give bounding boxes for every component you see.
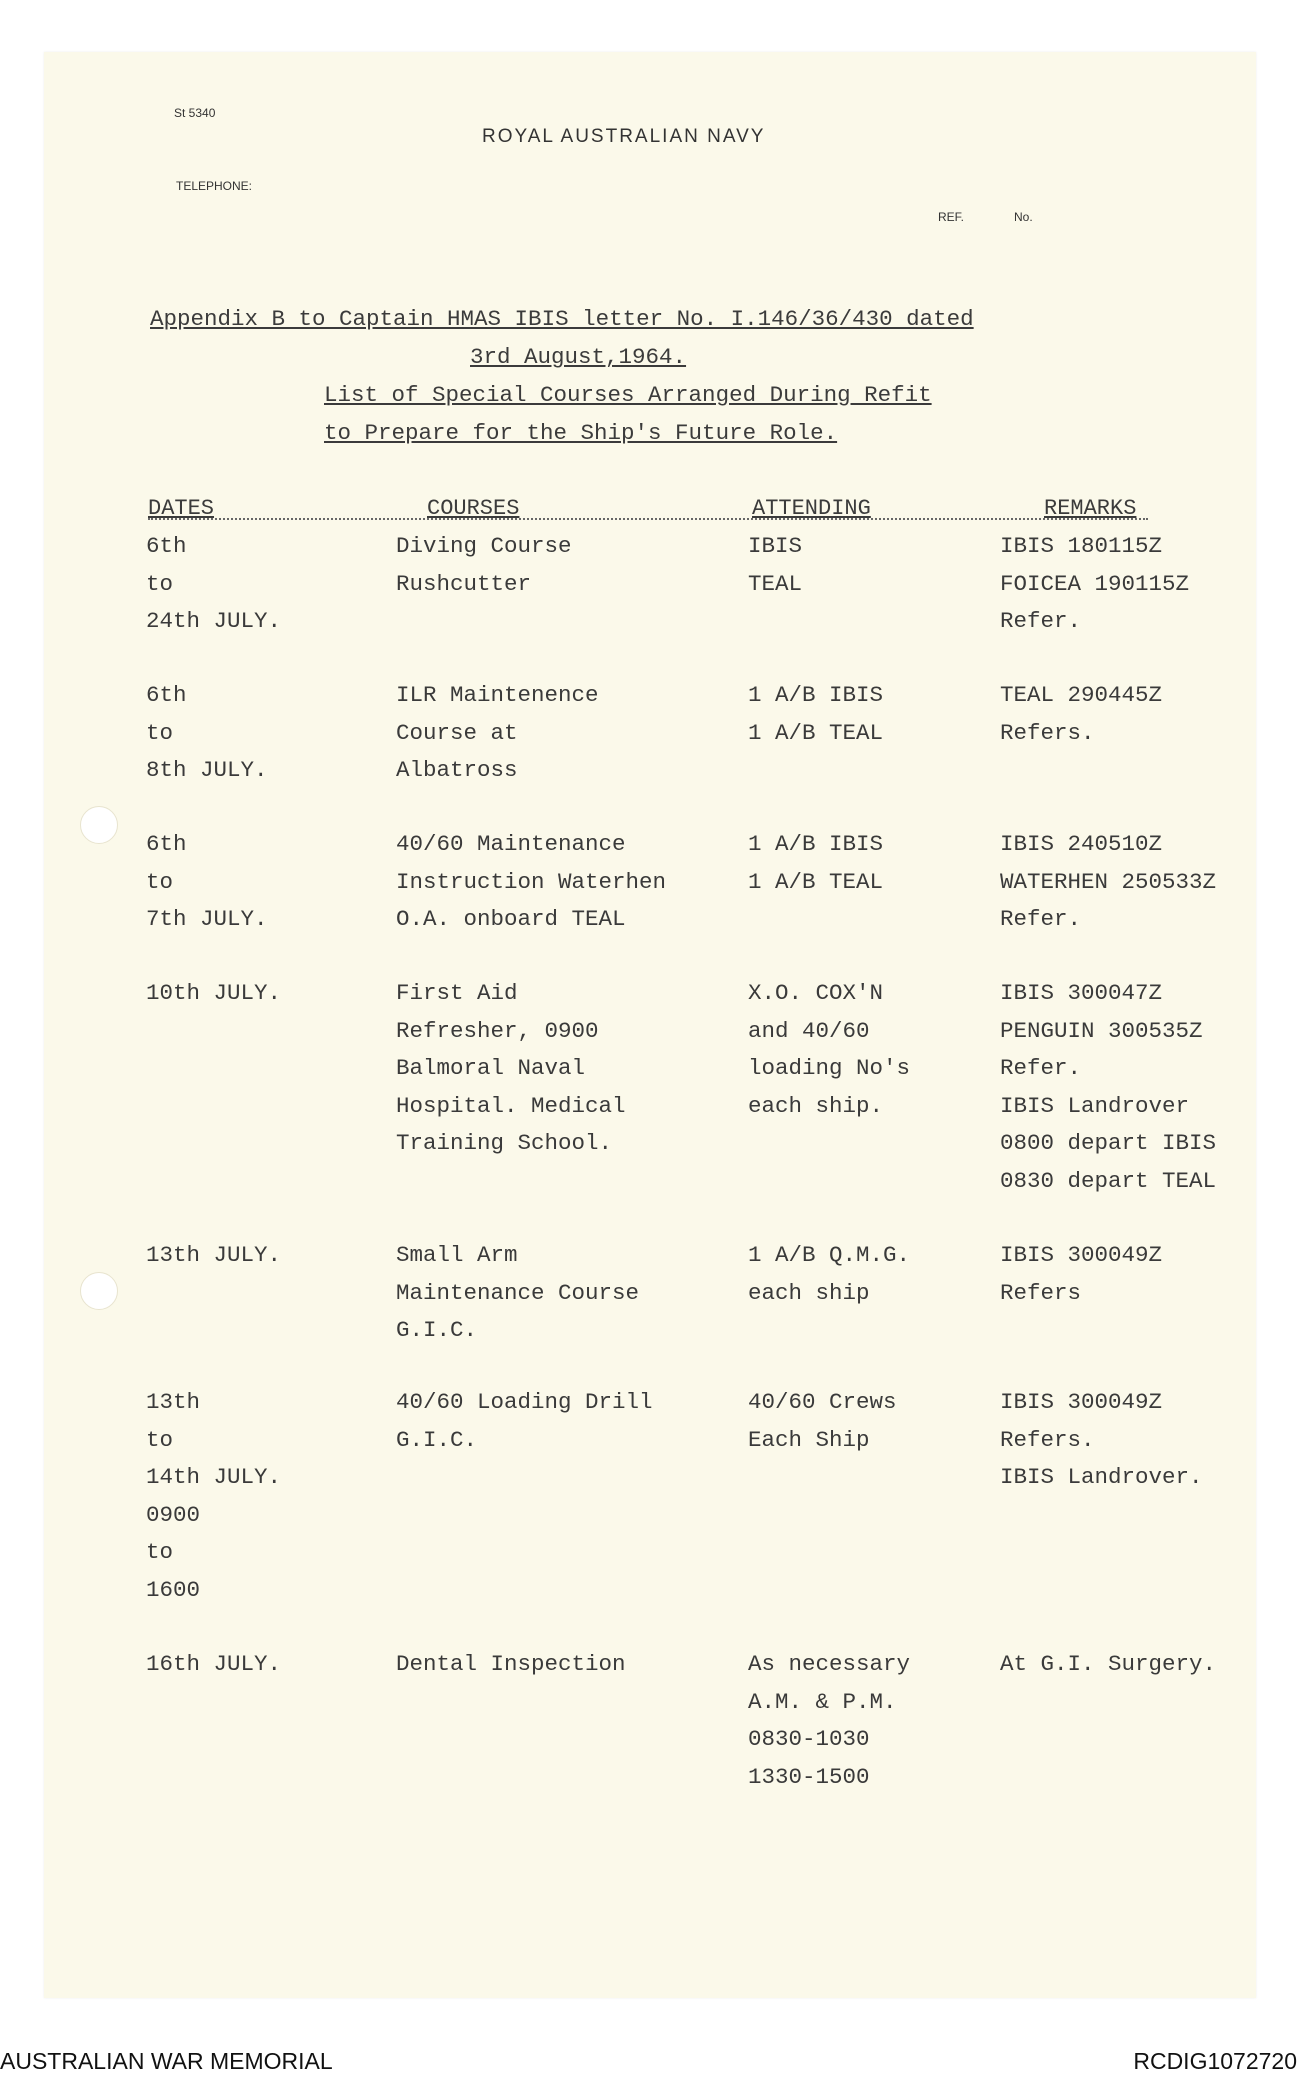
dates-line: 6th (146, 533, 187, 559)
dates-cell (146, 975, 281, 1013)
courses-line: Albatross (396, 757, 518, 783)
heading-line-1: Appendix B to Captain HMAS IBIS letter No. I.146/36/430 dated (150, 306, 974, 332)
dates-line: to (146, 570, 174, 597)
ref-label: REF. (938, 210, 965, 224)
courses-line: ILR Maintenence (396, 682, 599, 708)
attending-line: and 40/60 (748, 1017, 870, 1044)
remarks-line: WATERHEN 250533Z (1000, 868, 1217, 895)
footer-reference: RCDIG1072720 (1133, 2048, 1297, 2074)
telephone-label: TELEPHONE: (176, 179, 253, 193)
punch-hole-bottom (80, 1272, 118, 1310)
heading-line-2: 3rd August,1964. (470, 344, 687, 370)
attending-line: 1330-1500 (748, 1763, 870, 1790)
remarks-line: Refer. (1000, 608, 1082, 634)
attending-cell (748, 528, 802, 603)
courses-cell (396, 677, 599, 790)
column-header-remarks: REMARKS (1044, 496, 1137, 521)
dates-cell (146, 528, 281, 641)
remarks-cell (1000, 826, 1216, 939)
courses-line: O.A. onboard TEAL (396, 906, 626, 932)
remarks-line: 0830 depart TEAL (1000, 1167, 1217, 1194)
courses-line: G.I.C. (396, 1426, 478, 1453)
remarks-line: Refers. (1000, 719, 1095, 746)
dates-cell (146, 1237, 281, 1275)
remarks-cell (1000, 975, 1216, 1200)
attending-line: each ship. (748, 1092, 884, 1119)
column-header-dates: DATES (148, 496, 215, 521)
attending-line: 0830-1030 (748, 1726, 870, 1752)
column-header-attending: ATTENDING (752, 496, 871, 521)
remarks-line: Refers. (1000, 1426, 1095, 1453)
heading-line-3: List of Special Courses Arranged During Refit (324, 382, 932, 408)
punch-hole-top (80, 806, 118, 844)
attending-line: 1 A/B Q.M.G. (748, 1242, 911, 1268)
attending-line: IBIS (748, 533, 803, 559)
dates-line: to (146, 1539, 174, 1565)
attending-line: X.O. COX'N (748, 980, 884, 1006)
courses-cell (396, 975, 626, 1163)
courses-line: Hospital. Medical (396, 1092, 626, 1119)
attending-line: As necessary (748, 1651, 911, 1677)
attending-cell (748, 975, 910, 1125)
form-code: St 5340 (174, 106, 216, 120)
attending-cell (748, 1646, 910, 1796)
heading-line-4: to Prepare for the Ship's Future Role. (324, 420, 838, 446)
dates-line: to (146, 1426, 174, 1453)
organisation-name: ROYAL AUSTRALIAN NAVY (482, 126, 766, 147)
dates-line: 16th JULY. (146, 1651, 282, 1677)
dates-line: 7th JULY. (146, 906, 268, 932)
courses-line: Rushcutter (396, 570, 532, 597)
courses-cell (396, 826, 666, 939)
remarks-line: PENGUIN 300535Z (1000, 1017, 1203, 1044)
dates-cell (146, 1384, 281, 1609)
dates-line: 13th JULY. (146, 1242, 282, 1268)
dates-line: 1600 (146, 1576, 201, 1603)
remarks-line: IBIS 180115Z (1000, 533, 1163, 559)
courses-line: G.I.C. (396, 1317, 478, 1343)
courses-line: First Aid (396, 980, 518, 1006)
courses-line: Refresher, 0900 (396, 1017, 599, 1044)
courses-line: Training School. (396, 1130, 613, 1156)
remarks-line: IBIS 300047Z (1000, 980, 1163, 1006)
remarks-line: Refers (1000, 1279, 1082, 1306)
dates-cell (146, 826, 268, 939)
courses-line: Instruction Waterhen (396, 868, 667, 895)
courses-cell (396, 528, 572, 603)
courses-line: Balmoral Naval (396, 1055, 586, 1081)
header-dotted-rule (148, 518, 1148, 520)
remarks-line: Refer. (1000, 1055, 1082, 1081)
attending-line: 1 A/B IBIS (748, 682, 884, 708)
remarks-cell (1000, 1237, 1162, 1312)
footer-credit: AUSTRALIAN WAR MEMORIAL (0, 2048, 333, 2074)
dates-line: 10th JULY. (146, 980, 282, 1006)
remarks-line: IBIS Landrover (1000, 1092, 1190, 1119)
attending-line: A.M. & P.M. (748, 1688, 897, 1715)
remarks-cell (1000, 677, 1162, 752)
dates-line: to (146, 719, 174, 746)
dates-line: 24th JULY. (146, 608, 282, 634)
courses-line: 40/60 Maintenance (396, 831, 626, 857)
attending-line: 1 A/B TEAL (748, 719, 884, 746)
attending-cell (748, 826, 883, 901)
remarks-line: IBIS 240510Z (1000, 831, 1163, 857)
dates-line: 13th (146, 1389, 201, 1415)
remarks-line: TEAL 290445Z (1000, 682, 1163, 708)
no-label: No. (1014, 210, 1033, 224)
courses-line: 40/60 Loading Drill (396, 1389, 653, 1415)
dates-cell (146, 677, 268, 790)
remarks-line: IBIS 300049Z (1000, 1389, 1163, 1415)
courses-line: Diving Course (396, 533, 572, 559)
attending-cell (748, 1384, 897, 1459)
attending-cell (748, 1237, 910, 1312)
attending-line: 1 A/B IBIS (748, 831, 884, 857)
remarks-cell (1000, 1384, 1203, 1497)
dates-line: 8th JULY. (146, 757, 268, 783)
attending-line: 1 A/B TEAL (748, 868, 884, 895)
remarks-line: IBIS 300049Z (1000, 1242, 1163, 1268)
attending-line: Each Ship (748, 1426, 870, 1453)
column-header-courses: COURSES (427, 496, 520, 521)
courses-cell (396, 1384, 653, 1459)
attending-line: each ship (748, 1279, 870, 1306)
attending-line: 40/60 Crews (748, 1389, 897, 1415)
attending-cell (748, 677, 883, 752)
dates-cell (146, 1646, 281, 1684)
remarks-cell (1000, 528, 1189, 641)
dates-line: 6th (146, 682, 187, 708)
attending-line: TEAL (748, 570, 803, 597)
remarks-line: IBIS Landrover. (1000, 1464, 1203, 1490)
dates-line: 0900 (146, 1501, 201, 1528)
dates-line: to (146, 868, 174, 895)
courses-line: Course at (396, 719, 518, 746)
dates-line: 14th JULY. (146, 1464, 282, 1490)
remarks-line: 0800 depart IBIS (1000, 1130, 1217, 1156)
courses-line: Small Arm (396, 1242, 518, 1268)
courses-line: Dental Inspection (396, 1651, 626, 1677)
dates-line: 6th (146, 831, 187, 857)
remarks-line: Refer. (1000, 906, 1082, 932)
courses-line: Maintenance Course (396, 1279, 640, 1306)
attending-line: loading No's (748, 1055, 911, 1081)
remarks-line: At G.I. Surgery. (1000, 1651, 1217, 1677)
courses-cell (396, 1646, 626, 1684)
remarks-cell (1000, 1646, 1216, 1684)
courses-cell (396, 1237, 639, 1350)
remarks-line: FOICEA 190115Z (1000, 570, 1190, 597)
